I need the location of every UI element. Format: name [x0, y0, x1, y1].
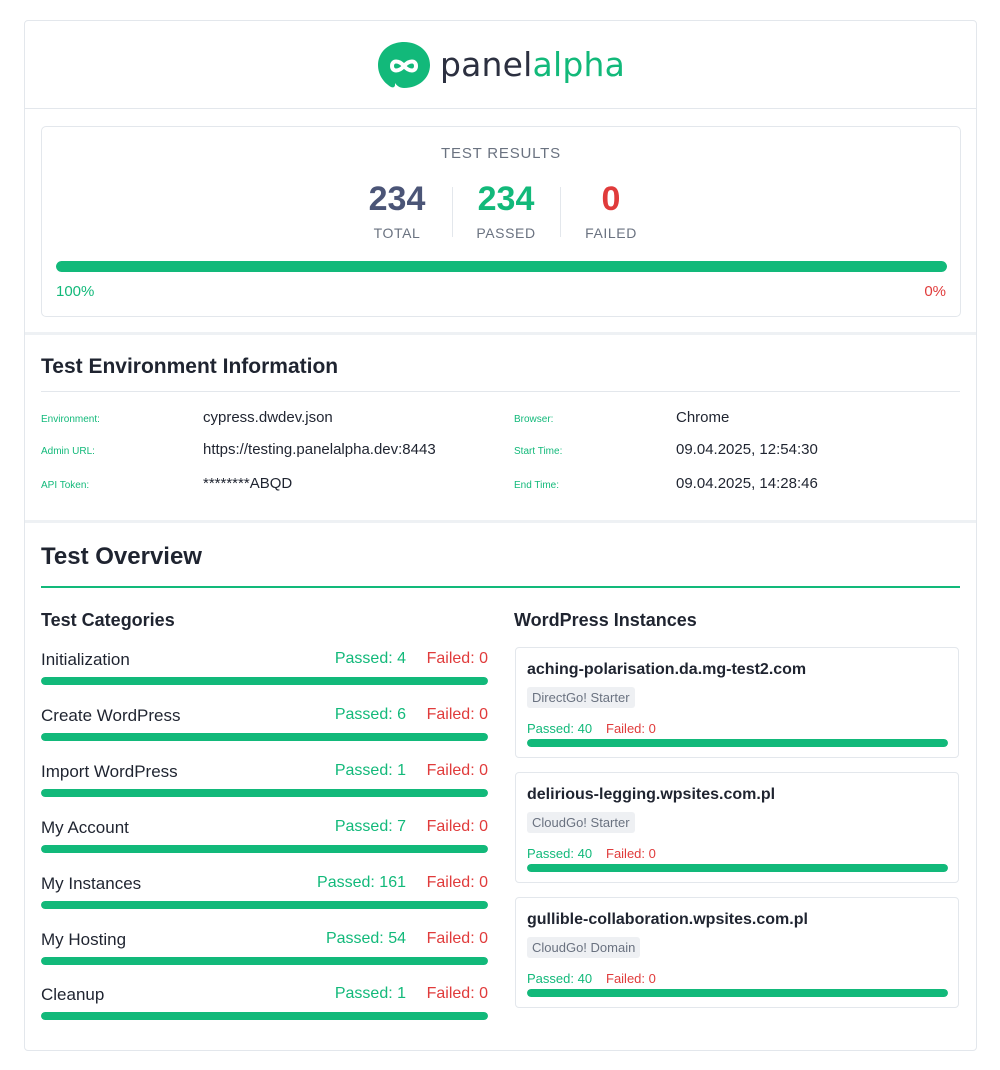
- category-row: [41, 706, 488, 746]
- env-key-start-time: Start Time:: [514, 446, 563, 457]
- category-row: [41, 930, 488, 970]
- env-value-start-time: 09.04.2025, 12:54:30: [676, 441, 818, 458]
- instance-plan-badge: DirectGo! Starter: [527, 687, 635, 708]
- env-key-browser: Browser:: [514, 414, 554, 425]
- pass-percent: 100%: [56, 283, 95, 300]
- env-key-admin-url: Admin URL:: [41, 446, 95, 457]
- category-failed: Failed: 0: [426, 930, 488, 947]
- brand-name-part1: panel: [439, 45, 533, 84]
- passed-label: PASSED: [476, 225, 536, 241]
- category-progress-fill: [41, 1012, 488, 1020]
- failed-value: 0: [601, 180, 621, 218]
- instance-failed: Failed: 0: [606, 971, 656, 986]
- instance-progress-bar: [527, 989, 948, 997]
- env-key-api-token: API Token:: [41, 480, 90, 491]
- category-progress-fill: [41, 901, 488, 909]
- instance-passed: Passed: 40: [527, 971, 593, 986]
- instance-progress-fill: [527, 864, 948, 872]
- total-value: 234: [368, 180, 426, 218]
- instance-domain: delirious-legging.wpsites.com.pl: [527, 786, 776, 803]
- total-stat: [342, 179, 452, 241]
- category-progress-fill: [41, 789, 488, 797]
- instance-progress-fill: [527, 989, 948, 997]
- category-progress-fill: [41, 957, 488, 965]
- failed-stat: [556, 179, 666, 241]
- category-failed: Failed: 0: [426, 985, 488, 1002]
- test-results-card: [41, 126, 961, 317]
- category-progress-fill: [41, 677, 488, 685]
- env-key-end-time: End Time:: [514, 480, 560, 491]
- category-progress-bar: [41, 957, 488, 965]
- env-value-api-token: ********ABQD: [203, 475, 293, 492]
- brand-wordmark: [440, 45, 625, 84]
- instance-domain: aching-polarisation.da.mg-test2.com: [527, 661, 807, 678]
- category-passed: Passed: 4: [334, 650, 406, 667]
- env-value-end-time: 09.04.2025, 14:28:46: [676, 475, 818, 492]
- category-name: My Instances: [41, 874, 142, 893]
- category-failed: Failed: 0: [426, 706, 488, 723]
- panelalpha-infinity-icon: [376, 39, 432, 91]
- fail-percent: 0%: [924, 283, 946, 300]
- category-passed: Passed: 7: [334, 818, 406, 835]
- instance-failed: Failed: 0: [606, 846, 656, 861]
- categories-title: Test Categories: [41, 610, 175, 630]
- env-value-browser: Chrome: [676, 409, 730, 426]
- category-row: [41, 818, 488, 858]
- category-row: [41, 874, 488, 914]
- category-failed: Failed: 0: [426, 874, 488, 891]
- instances-title: WordPress Instances: [514, 610, 697, 630]
- category-progress-bar: [41, 677, 488, 685]
- env-value-environment: cypress.dwdev.json: [203, 409, 333, 426]
- environment-title: Test Environment Information: [41, 355, 339, 378]
- category-progress-bar: [41, 789, 488, 797]
- report-header: [25, 21, 976, 109]
- category-row: [41, 650, 488, 690]
- category-progress-fill: [41, 845, 488, 853]
- instance-progress-bar: [527, 864, 948, 872]
- total-label: TOTAL: [373, 225, 421, 241]
- instance-progress-fill: [527, 739, 948, 747]
- failed-label: FAILED: [585, 225, 637, 241]
- category-name: My Hosting: [41, 930, 127, 949]
- category-passed: Passed: 1: [334, 985, 406, 1002]
- env-value-admin-url: https://testing.panelalpha.dev:8443: [203, 441, 436, 458]
- overview-divider: [41, 586, 960, 588]
- category-name: Initialization: [41, 650, 130, 669]
- brand-name-part2: alpha: [532, 45, 626, 84]
- category-passed: Passed: 54: [325, 930, 406, 947]
- category-name: Import WordPress: [41, 762, 178, 781]
- instance-passed: Passed: 40: [527, 721, 593, 736]
- instance-passed: Passed: 40: [527, 846, 593, 861]
- environment-divider: [41, 391, 960, 392]
- overview-title: Test Overview: [41, 543, 202, 570]
- overall-progress-bar: [56, 261, 947, 272]
- category-name: My Account: [41, 818, 129, 837]
- overall-progress-fill: [56, 261, 947, 272]
- section-divider: [25, 520, 976, 523]
- instance-plan-badge: CloudGo! Domain: [527, 937, 640, 958]
- category-name: Cleanup: [41, 985, 105, 1004]
- category-progress-bar: [41, 845, 488, 853]
- instance-plan-badge: CloudGo! Starter: [527, 812, 635, 833]
- category-progress-bar: [41, 901, 488, 909]
- report-frame: [24, 20, 977, 1051]
- category-failed: Failed: 0: [426, 762, 488, 779]
- category-row: [41, 762, 488, 802]
- category-passed: Passed: 161: [317, 874, 406, 891]
- instance-card: [515, 647, 959, 758]
- instance-failed: Failed: 0: [606, 721, 656, 736]
- category-failed: Failed: 0: [426, 650, 488, 667]
- category-failed: Failed: 0: [426, 818, 488, 835]
- passed-stat: [451, 179, 561, 241]
- test-results-title: TEST RESULTS: [441, 145, 561, 162]
- category-progress-bar: [41, 733, 488, 741]
- passed-value: 234: [477, 180, 535, 218]
- category-progress-bar: [41, 1012, 488, 1020]
- category-row: [41, 985, 488, 1025]
- instance-domain: gullible-collaboration.wpsites.com.pl: [527, 911, 808, 928]
- section-divider: [25, 332, 976, 335]
- instance-progress-bar: [527, 739, 948, 747]
- env-key-environment: Environment:: [41, 414, 100, 425]
- instance-card: [515, 772, 959, 883]
- category-passed: Passed: 6: [334, 706, 406, 723]
- panelalpha-logo: [376, 39, 625, 91]
- category-progress-fill: [41, 733, 488, 741]
- category-passed: Passed: 1: [334, 762, 406, 779]
- category-name: Create WordPress: [41, 706, 181, 725]
- instance-card: [515, 897, 959, 1008]
